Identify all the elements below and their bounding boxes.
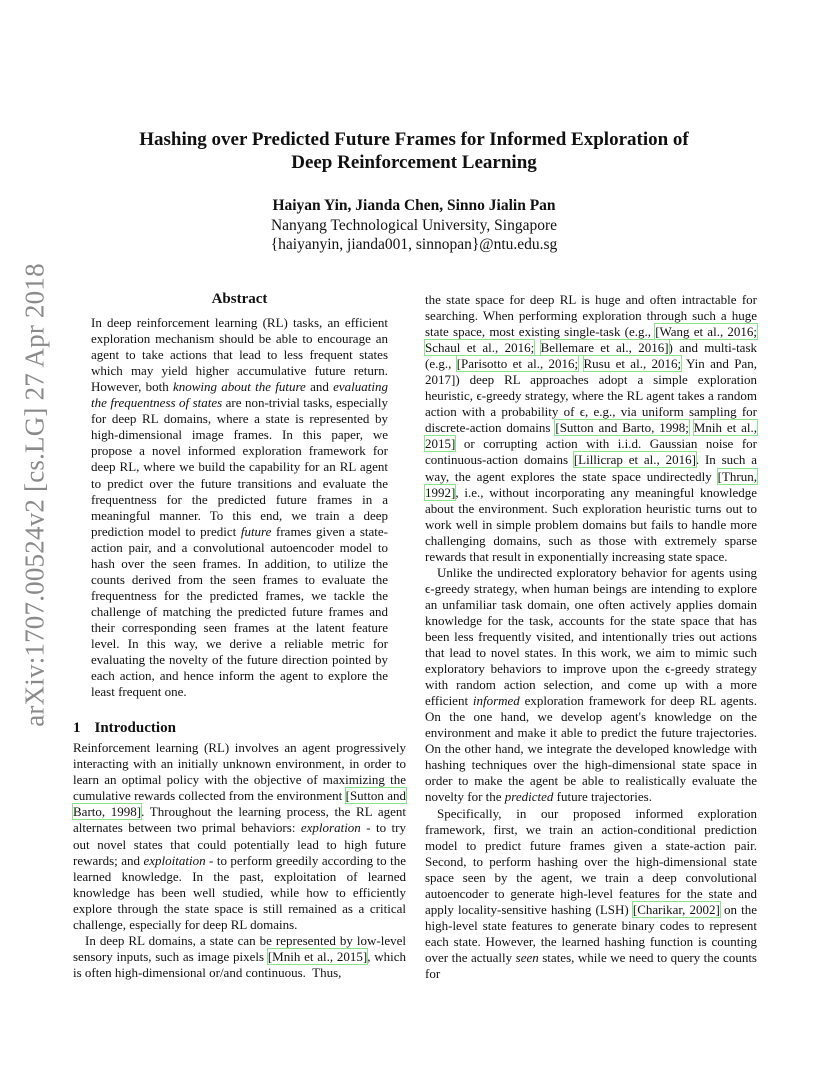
title-line-1: Hashing over Predicted Future Frames for Informed Exploration of — [139, 129, 689, 150]
intro-paragraph-2-continued: the state space for deep RL is huge and often intractable for searching. When performing exploration through such a huge state space, most existing single-task (e.g., [Wang et al., 2016; Schaul et al., 2016; Bellemare et al., 2016]) and multi-task (e.g., [Parisotto et al., 2016; Rusu et al., 2016; Yin and Pan, 2017]) deep RL approaches adopt a simple exploration heuristic, ϵ-greedy strategy, where the RL agent takes a random action with a probability of ϵ, e.g., via uniform sampling for discrete-action domains [Sutton and Barto, 1998; Mnih et al., 2015] or corrupting action with i.i.d. Gaussian noise for continuous-action domains [Lillicrap et al., 2016]. In such a way, the agent explores the state space undirectedly [Thrun, 1992], i.e., without incorporating any meaningful knowledge about the environment. Such exploration heuristic turns out to work well in simple problem domains but fails to handle more challenging domains, such as those with extremely sparse rewards that result in exponentially increasing state space. — [425, 292, 758, 564]
author-list: Haiyan Yin, Jianda Chen, Sinno Jialin Pan — [272, 197, 556, 214]
citation-link-mnih-2015[interactable]: [Mnih et al., 2015] — [267, 948, 368, 964]
arxiv-identifier-stamp — [20, 256, 50, 734]
citation-link-schaul-2016[interactable]: Schaul et al., 2016; — [425, 340, 535, 356]
right-column — [425, 292, 757, 982]
citation-link-rusu-2016[interactable]: Rusu et al., 2016; — [583, 356, 682, 372]
abstract-text: In deep reinforcement learning (RL) tasks, an efficient exploration mechanism should be able to encourage an agent to take actions that lead to less frequent states which may yield higher accumulative future return. However, both knowing about the future and evaluating the frequentness of states are non-trivial tasks, especially for deep RL domains, where a state is represented by high-dimensional image frames. In this paper, we propose a novel informed exploration framework for deep RL, where we build the capability for an RL agent to predict over the future transitions and evaluate the frequentness for the predicted future frames in a meaningful manner. To this end, we train a deep prediction model to predict future frames given a state-action pair, and a convolutional autoencoder model to hash over the seen frames. In addition, to utilize the counts derived from the seen frames to evaluate the frequentness for the predicted frames, we tackle the challenge of matching the predicted future frames and their corresponding seen frames at the latent feature level. In this way, we derive a reliable metric for evaluating the novelty of the future direction pointed by each action, and hence inform the agent to explore the least frequent one. — [91, 315, 388, 700]
paper-title — [90, 128, 738, 174]
left-column — [73, 291, 406, 981]
intro-paragraph-2-start: In deep RL domains, a state can be represented by low-level sensory inputs, such as image pixels [Mnih et al., 2015], which is often high-dimensional or/and continuous. Thus, — [73, 932, 406, 980]
citation-link-lillicrap-2016[interactable]: [Lillicrap et al., 2016] — [573, 452, 696, 468]
citation-link-mnih-2015-b[interactable]: Mnih et al., 2015] — [425, 420, 758, 452]
citation-link-sutton-1998[interactable]: [Sutton and Barto, 1998] — [73, 788, 406, 820]
title-line-2: Deep Reinforcement Learning — [291, 152, 537, 173]
citation-link-thrun-1992[interactable]: [Thrun, 1992] — [425, 468, 757, 500]
citation-link-charikar-2002[interactable]: [Charikar, 2002] — [632, 901, 720, 917]
citation-link-bellemare-2016[interactable]: Bellemare et al., 2016] — [540, 340, 669, 356]
arxiv-identifier-text: arXiv:1707.00524v2 [cs.LG] 27 Apr 2018 — [19, 263, 50, 727]
affiliation-block — [90, 216, 738, 254]
author-emails: {haiyanyin, jianda001, sinnopan}@ntu.edu.sg — [270, 236, 558, 253]
intro-paragraph-4: Specifically, in our proposed informed exploration framework, first, we train an action-conditional prediction model to predict future frames given a state-action pair. Second, to perform hashing over the high-dimensional state space seen by the agent, we train a deep convolutional autoencoder to generate high-level features for the state and apply locality-sensitive hashing (LSH) [Charikar, 2002] on the high-level state features to generate binary codes to represent each state. However, the learned hashing function is counting over the actually seen states, while we need to query the counts for — [425, 805, 757, 981]
section-title: Introduction — [94, 720, 176, 737]
citation-link-sutton-1998-b[interactable]: [Sutton and Barto, 1998; — [555, 420, 689, 436]
abstract-heading: Abstract — [211, 291, 268, 307]
citation-link-parisotto-2016[interactable]: [Parisotto et al., 2016; — [456, 356, 579, 372]
intro-paragraph-1: Reinforcement learning (RL) involves an agent progressively interacting with an initially unknown environment, in order to learn an optimal policy with the objective of maximizing the cumulative rewards collected from the environment [Sutton and Barto, 1998]. Throughout the learning process, the RL agent alternates between two primal behaviors: exploration - to try out novel states that could potentially lead to high future rewards; and exploitation - to perform greedily according to the learned knowledge. In the past, exploitation of learned knowledge has been well studied, while how to efficiently explore through the state space is still remained as a critical challenge, especially for deep RL domains. — [73, 740, 406, 932]
section-number: 1 — [73, 720, 81, 737]
affiliation: Nanyang Technological University, Singapore — [270, 217, 558, 234]
citation-link-wang-2016[interactable]: [Wang et al., 2016; — [655, 324, 757, 340]
section-heading-introduction — [73, 720, 406, 736]
intro-paragraph-3: Unlike the undirected exploratory behavior for agents using ϵ-greedy strategy, when human beings are intending to explore an unfamiliar task domain, one often actively applies domain knowledge for the task, accounts for the state space that has been less frequently visited, and intentionally tries out actions that lead to novel states. In this work, we aim to mimic such exploratory behaviors to improve upon the ϵ-greedy strategy with random action selection, and come up with a more efficient informed exploration framework for deep RL agents. On the one hand, we develop agent's knowledge on the environment and make it able to predict the future trajectories. On the other hand, we integrate the developed knowledge with hashing techniques over the high-dimensional state space in order to make the agent be able to realistically evaluate the novelty for the predicted future trajectories. — [425, 564, 757, 805]
